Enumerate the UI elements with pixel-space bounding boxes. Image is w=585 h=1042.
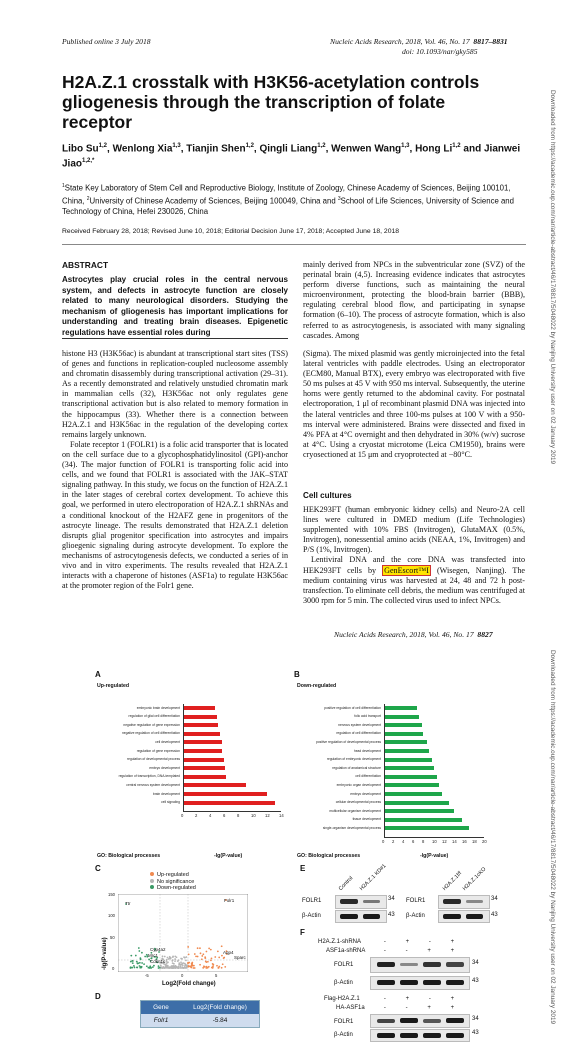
vy-tick: 0: [112, 966, 115, 971]
bar-label: nervous system development: [338, 722, 381, 727]
condition-label: Flag-H2A.Z.1: [324, 996, 360, 1002]
bar: [384, 723, 422, 727]
abstract-text: Astrocytes play crucial roles in the central nervous system, and defects in astrocyte function are closely related to many neurological disorders. Studying the mechanism of gliogenesis has important implications for understanding and treating brain diseases. Epigenetic regulations have essential roles during: [62, 275, 288, 337]
author-list: Libo Su$^{1,2}$, Wenlong Xia$^{1,3}$, Tianjin Shen$^{1,2}$, Qingli Liang$^{1,2}$, Wenwen Wang$^{1,3}$, Hong Li$^{1,2}$ and Jianwei Jiao$^{1,2,*}$: [62, 143, 521, 170]
volcano-label: Cdkn1c: [150, 959, 166, 964]
volcano-point-down: [158, 965, 160, 967]
x-tick-label: 4: [402, 839, 405, 844]
volcano-point-up: [204, 956, 206, 958]
bar-label: regulation of gene expression: [136, 748, 180, 753]
volcano-point-up: [218, 967, 220, 969]
bar-label: multicellular organism development: [329, 808, 381, 813]
y-axis: [384, 704, 385, 837]
abstract-heading: ABSTRACT: [62, 260, 109, 270]
volcano-point-up: [203, 965, 205, 967]
panel-b-xaxis: -lg(P-value): [420, 853, 449, 859]
volcano-point-up: [221, 967, 223, 969]
sign-row: - - + +: [383, 1005, 455, 1011]
bar: [384, 783, 439, 787]
table-header: Gene Log2(Fold change): [141, 1001, 259, 1014]
blot-label: β-Actin: [334, 980, 353, 986]
volcano-point-ns: [174, 958, 176, 960]
blot-label: β-Actin: [334, 1032, 353, 1038]
volcano-point-ns: [170, 958, 172, 960]
x-tick-label: 0: [181, 813, 184, 819]
volcano-label: Sparc: [234, 955, 246, 960]
blot-label: FOLR1: [302, 898, 322, 904]
intro-right: mainly derived from NPCs in the subventricular zone (SVZ) of the perinatal brain (4,5). Increasing evidence indicates that astrocytes perform diverse functions, such as maintaining the neural microenvironment, protecting the blood-brain barrier (BBB), regulating cerebral blood flow, and participating in synapse formation (6–10). The process of astrocyte formation, which is also referred to as astrocytogenesis, is associated with many signaling cascades. Among: [303, 260, 525, 340]
lane-label: Control: [337, 875, 355, 892]
bar: [384, 809, 454, 813]
bar-label: regulation of developmental process: [127, 757, 180, 762]
volcano-point-ns: [173, 967, 175, 969]
bar: [384, 758, 432, 762]
volcano-point-ns: [167, 957, 169, 959]
volcano-label: Mrc1: [148, 953, 158, 958]
bar-label: regulation of embryonic development: [326, 757, 381, 762]
left-column: histone H3 (H3K56ac) is abundant at transcriptional start sites (TSS) of genes and functions in replication-coupled nucleosome assembly and chromatin disassembly during transcriptional activation (29–31). As a recently demonstrated and relatively unstudied chromatin mark in mammalian cells (32), H3K56ac not only regulates gene transcriptional activation but is also related to memory formation in the hippocampus (33). Whether there is a connection between H2A.Z.1 and H3K56ac in the regulation of the developing cortex remains largely unknown. Folate receptor 1 (FOLR1) is a folic acid transporter that is located on the cell surface due to a glycophosphatidylinositol (GPI)-anchor (34). The major function of FOLR1 is transporting folic acid into cells, and we found that FOLR1 is associated with the JAK–STAT signaling pathway. In this study, we focus on the function of H2A.Z.1 in the later stages of cerebral cortex development. To achieve this goal, we performed in utero electroporation of H2A.Z.1 shRNAs and a conditional knockout of the H2AFZ gene in progenitors of the astrocyte lineage. The results demonstrated that H2A.Z.1 deletion disrupts glial progenitor specification into astrocytes and impairs glioegenic signaling during astrocyte development. To explore the mechanisms of astrocytogenesis defects, we conducted a series of in vivo and in vitro experiments. The results revealed that H2A.Z.1 interacts with a chaperone of histones (ASF1a) to regulate H3K56ac at the promoter region of the Folr1 gene.: [62, 349, 288, 591]
bar: [384, 766, 434, 770]
bar: [384, 801, 449, 805]
page-two: [0, 628, 585, 1042]
chart-a-plot: [95, 688, 290, 850]
doi: doi: 10.1093/nar/gky585: [402, 47, 478, 56]
volcano-point-up: [212, 966, 214, 968]
volcano-point-up: [197, 947, 199, 949]
x-tick-label: 18: [472, 839, 477, 844]
bar: [183, 801, 275, 805]
volcano-point-up: [210, 949, 212, 951]
volcano-point-up: [206, 951, 208, 953]
volcano-point-up: [223, 957, 225, 959]
vy-tick: 50: [110, 935, 115, 940]
mw-marker: 34: [491, 896, 498, 902]
cell-cultures-text: HEK293FT (human embryonic kidney cells) and Neuro-2A cell lines were cultured in DMED medium (Life Technologies) supplemented with 10% FBS (Invitrogen), GlutaMAX (0.5%, Invitrogen), nonessential amino acids (NEAA, 1%, Invitrogen) and P/S (1%, Invitrogen). Lentiviral DNA and the core DNA was transfected into HEK293FT cells by GenEscort™I (Wisegen, Nanjing). The medium containing virus was harvested at 24, 48 and 72 h post-transfection. To eliminate cell debris, the medium was centrifuged at 3000 rpm for 5 min. The collected virus used to infect NPCs.: [303, 505, 525, 605]
bar-label: regulation of transcription, DNA-templated: [118, 774, 180, 779]
x-tick-label: 14: [452, 839, 457, 844]
x-tick-label: 8: [422, 839, 425, 844]
volcano-label: Folr1: [224, 898, 235, 903]
x-tick-label: 8: [237, 813, 240, 819]
volcano-point-down: [138, 950, 140, 952]
volcano-point-up: [222, 963, 224, 965]
volcano-point-ns: [185, 959, 187, 961]
volcano-point-ns: [173, 963, 175, 965]
panel-b-subtitle: Down-regulated: [297, 683, 337, 689]
bar-label: embryonic brain development: [136, 705, 180, 710]
volcano-point-down: [132, 962, 134, 964]
volcano-point-down: [130, 955, 132, 957]
volcano-point-ns: [164, 956, 166, 958]
bar-label: positive regulation of developmental process: [315, 739, 381, 744]
western-blot: [335, 895, 387, 909]
volcano-point-ns: [174, 965, 176, 967]
panel-a-letter: A: [95, 670, 101, 679]
download-notice-2: Downloaded from https://academic.oup.com/nar/article-abstract/46/17/8817/5048022 by Nanjing University user on 02 January 2019: [549, 650, 556, 1025]
volcano-point-up: [208, 966, 210, 968]
western-blot: [335, 910, 387, 923]
volcano-point-down: [143, 963, 145, 965]
bar: [384, 792, 442, 796]
bar: [384, 740, 427, 744]
volcano-point-up: [211, 957, 213, 959]
volcano-point-up: [208, 948, 210, 950]
volcano-point-up: [224, 966, 226, 968]
bar: [183, 758, 224, 762]
lane-label: H2A.Z.1f/f: [441, 870, 464, 892]
volcano-point-ns: [177, 960, 179, 962]
volcano-point-up: [187, 946, 189, 948]
genescort-highlight: GenEscort™I: [384, 565, 429, 575]
page2-header: Nucleic Acids Research, 2018, Vol. 46, No. 17 8827: [334, 630, 493, 639]
x-tick-label: 14: [279, 813, 284, 819]
bar-label: brain development: [152, 791, 180, 796]
condition-label: H2A.Z.1-shRNA: [318, 939, 362, 945]
x-axis: [183, 811, 281, 812]
volcano-point-down: [131, 967, 133, 969]
panel-c-letter: C: [95, 864, 101, 873]
chart-a: [95, 688, 290, 850]
volcano-point-down: [137, 962, 139, 964]
blot-label: β-Actin: [406, 913, 425, 919]
volcano-point-ns: [168, 958, 170, 960]
bar: [183, 740, 222, 744]
mw-marker: 43: [472, 978, 479, 984]
chart-b: [292, 688, 502, 850]
volcano-point-up: [202, 953, 204, 955]
volcano-point-ns: [160, 965, 162, 967]
divider: [62, 244, 526, 245]
panel-b-xlabel: GO: Biological processes: [297, 853, 361, 859]
bar: [384, 732, 423, 736]
lane-label: H2A.Z.1cKO: [461, 866, 488, 892]
volcano-point-down: [141, 952, 143, 954]
bar: [384, 818, 462, 822]
western-blot: [370, 957, 470, 973]
volcano-point-up: [214, 956, 216, 958]
bar: [183, 783, 246, 787]
volcano-point-ns: [184, 967, 186, 969]
bar: [183, 766, 225, 770]
volcano-point-up: [200, 952, 202, 954]
bar-label: cell differentiation: [355, 774, 381, 779]
volcano-point-down: [136, 967, 138, 969]
volcano-point-up: [206, 966, 208, 968]
western-blot: [438, 895, 490, 909]
header-left: Published online 3 July 2018: [62, 37, 151, 46]
volcano-point-down: [153, 965, 155, 967]
volcano-point-ns: [179, 964, 181, 966]
volcano-point-ns: [169, 956, 171, 958]
volcano-point-ns: [172, 965, 174, 967]
volcano-point-ns: [182, 964, 184, 966]
bar-label: embryo development: [149, 765, 180, 770]
volcano-point-ns: [184, 963, 186, 965]
volcano-point-up: [216, 965, 218, 967]
bar: [183, 775, 226, 779]
sign-row: - - + +: [383, 948, 455, 954]
bar: [183, 749, 222, 753]
y-axis: [183, 704, 184, 811]
volcano-label: Cyp4a2: [150, 947, 166, 952]
volcano-point-down: [139, 962, 141, 964]
volcano-point-ns: [166, 960, 168, 962]
volcano-point-ns: [172, 959, 174, 961]
volcano-point-up: [188, 966, 190, 968]
volcano-point-up: [202, 967, 204, 969]
volcano-point-ns: [182, 962, 184, 964]
bar-label: regulation of cell differentiation: [336, 731, 381, 736]
bar: [183, 732, 220, 736]
volcano-point-down: [144, 956, 146, 958]
vy-tick: 100: [108, 913, 115, 918]
panel-b-letter: B: [294, 670, 300, 679]
bar: [183, 715, 217, 719]
bar: [384, 706, 417, 710]
volcano-plot: [118, 894, 248, 972]
bar-label: positive regulation of cell differentiation: [324, 705, 381, 710]
volcano-point-up: [188, 954, 190, 956]
gene-table: [140, 1000, 260, 1028]
x-tick-label: 6: [412, 839, 415, 844]
x-tick-label: 16: [462, 839, 467, 844]
volcano-point-down: [136, 961, 138, 963]
western-blot: [438, 910, 490, 923]
vx-tick: -5: [145, 973, 149, 978]
bar-label: central nervous system development: [126, 782, 180, 787]
x-tick-label: 6: [223, 813, 226, 819]
volcano-point-up: [210, 959, 212, 961]
bar-label: folic acid transport: [354, 714, 381, 719]
volcano-point-up: [217, 950, 219, 952]
panel-d-letter: D: [95, 992, 101, 1001]
blot-label: β-Actin: [302, 913, 321, 919]
volcano-point-up: [197, 956, 199, 958]
x-tick-label: 0: [382, 839, 385, 844]
western-blot: [370, 976, 470, 990]
mw-marker: 34: [472, 1016, 479, 1022]
volcano-point-down: [139, 967, 141, 969]
mw-marker: 34: [388, 896, 395, 902]
cell-cultures-heading: Cell cultures: [303, 491, 352, 500]
volcano-point-up: [188, 962, 190, 964]
x-tick-label: 2: [195, 813, 198, 819]
blot-label: FOLR1: [334, 1019, 354, 1025]
download-notice: Downloaded from https://academic.oup.com/nar/article-abstract/46/17/8817/5048022 by Nanjing University user on 02 January 2019: [549, 90, 556, 465]
dates: Received February 28, 2018; Revised June 10, 2018; Editorial Decision June 17, 2018; Accepted June 18, 2018: [62, 228, 400, 235]
condition-label: ASF1a-shRNA: [326, 948, 366, 954]
volcano-point-ns: [176, 956, 178, 958]
volcano-point-ns: [175, 967, 177, 969]
volcano-point-down: [152, 966, 154, 968]
volcano-point-up: [194, 953, 196, 955]
volcano-point-ns: [166, 965, 168, 967]
vx-tick: 5: [215, 973, 218, 978]
volcano-point-down: [135, 955, 137, 957]
volcano-point-ns: [174, 960, 176, 962]
abstract-rule: [62, 338, 288, 339]
panel-e-letter: E: [300, 864, 306, 873]
x-tick-label: 12: [442, 839, 447, 844]
bar: [384, 775, 437, 779]
x-axis: [384, 837, 484, 838]
x-tick-label: 10: [432, 839, 437, 844]
x-tick-label: 10: [251, 813, 256, 819]
bar-label: embryo development: [350, 791, 381, 796]
volcano-point-ns: [161, 967, 163, 969]
volcano-xlabel: Log2(Fold change): [162, 981, 216, 987]
volcano-point-down: [138, 947, 140, 949]
volcano-point-up: [191, 963, 193, 965]
western-blot: [370, 1029, 470, 1042]
volcano-point-ns: [182, 966, 184, 968]
volcano-label: Ttr: [125, 901, 131, 906]
bar-label: regulation of anatomical structure: [332, 765, 381, 770]
blot-label: FOLR1: [334, 962, 354, 968]
volcano-point-down: [146, 965, 148, 967]
volcano-point-ns: [168, 967, 170, 969]
western-blot: [370, 1014, 470, 1028]
volcano-ylabel: -lg(P-value): [102, 937, 108, 970]
condition-label: HA-ASF1a: [336, 1005, 365, 1011]
volcano-point-ns: [166, 962, 168, 964]
volcano-point-up: [201, 958, 203, 960]
bar-label: negative regulation of gene expression: [123, 722, 180, 727]
volcano-point-ns: [184, 957, 186, 959]
x-tick-label: 4: [209, 813, 212, 819]
volcano-label: Aqp4: [223, 950, 234, 955]
volcano-point-up: [195, 955, 197, 957]
bar: [384, 715, 419, 719]
volcano-point-down: [141, 962, 143, 964]
volcano-point-up: [201, 955, 203, 957]
bar: [384, 826, 469, 830]
chart-b-plot: [292, 688, 502, 850]
volcano-point-up: [212, 964, 214, 966]
bar-label: cell signaling: [161, 800, 180, 805]
paper-title: H2A.Z.1 crosstalk with H3K56-acetylation controls gliogenesis through the transcription of folate receptor: [62, 72, 480, 132]
bar: [384, 749, 429, 753]
volcano-point-up: [199, 964, 201, 966]
bar-label: regulation of glial cell differentiation: [128, 714, 180, 719]
sign-row: - + - +: [383, 996, 455, 1002]
x-tick-label: 2: [392, 839, 395, 844]
volcano-point-ns: [180, 966, 182, 968]
bar: [183, 723, 218, 727]
panel-a-subtitle: Up-regulated: [97, 683, 129, 689]
blot-label: FOLR1: [406, 898, 426, 904]
volcano-point-up: [221, 945, 223, 947]
volcano-point-down: [133, 965, 135, 967]
volcano-point-ns: [172, 955, 174, 957]
affiliations: $^1$State Key Laboratory of Stem Cell and Reproductive Biology, Institute of Zoology, Chinese Academy of Sciences, Beijing 100101, China, $^2$University of Chinese Academy of Sciences, Beijing 100049, China and $^3$School of Life Sciences, University of Science and Technology of China, Hefei 230026, China: [62, 183, 514, 217]
vx-tick: 0: [181, 973, 184, 978]
panel-a-xlabel: GO: Biological processes: [97, 853, 161, 859]
panel-a-xaxis: -lg(P-value): [214, 853, 243, 859]
volcano-point-down: [131, 960, 133, 962]
methods-text: (Sigma). The mixed plasmid was gently microinjected into the fetal lateral ventricles with paddle electrodes. Using an electroporator (ECM80, Manual BTX), every embryo was electroporated with five 50 ms pulses at 45 V with 950 ms interval. Subsequently, the uterine horns were gently returned to the abdominal cavity. For postnatal electroporation, 1 μl of recombinant plasmid DNA was injected into the lateral ventricles and three 100-ms pulses at 100 V with a 950-ms interval were administered. Brains were dissected and fixed in 4% PFA at 4°C overnight and then dehydrated in 30% (w/v) sucrose at 4°C. Using a cryostat microtome (Leica CM1950), brains were cryosectioned at 15 μm and cryoprotected at −80°C.: [303, 349, 525, 459]
bar-label: cell development: [155, 739, 180, 744]
volcano-point-up: [192, 967, 194, 969]
volcano-point-up: [190, 967, 192, 969]
volcano-point-up: [199, 947, 201, 949]
bar-label: cellular developmental process: [335, 800, 381, 805]
volcano-point-ns: [180, 961, 182, 963]
panel-f-letter: F: [300, 928, 305, 937]
volcano-point-ns: [180, 958, 182, 960]
mw-marker: 43: [388, 912, 395, 918]
volcano-point-ns: [186, 964, 188, 966]
bar-label: negative regulation of cell differentiation: [121, 731, 180, 736]
table-row: Folr1 -5.84: [141, 1014, 259, 1027]
volcano-point-ns: [178, 967, 180, 969]
volcano-point-down: [140, 958, 142, 960]
volcano-point-down: [150, 966, 152, 968]
mw-marker: 43: [472, 1030, 479, 1036]
volcano-point-ns: [166, 967, 168, 969]
vy-tick: 150: [108, 892, 115, 897]
bar-label: tissue development: [352, 817, 381, 822]
bar: [183, 792, 267, 796]
volcano-point-down: [159, 967, 161, 969]
sign-row: - + - +: [383, 939, 455, 945]
volcano-point-up: [218, 957, 220, 959]
lane-label: H2A.Z.1 KD#1: [358, 863, 388, 892]
volcano-point-down: [148, 967, 150, 969]
volcano-point-down: [130, 967, 132, 969]
volcano-point-down: [134, 967, 136, 969]
bar-label: head development: [353, 748, 381, 753]
x-tick-label: 12: [265, 813, 270, 819]
volcano-legend: Up-regulated No significance Down-regulated: [150, 872, 196, 892]
mw-marker: 43: [491, 912, 498, 918]
mw-marker: 34: [472, 960, 479, 966]
header-right: Nucleic Acids Research, 2018, Vol. 46, No. 17 8817–8831: [330, 37, 508, 46]
volcano-point-ns: [162, 955, 164, 957]
bar-label: embryonic organ development: [336, 782, 381, 787]
bar: [183, 706, 215, 710]
x-tick-label: 20: [482, 839, 487, 844]
volcano-point-up: [205, 960, 207, 962]
bar-label: single-organism developmental process: [322, 825, 381, 830]
